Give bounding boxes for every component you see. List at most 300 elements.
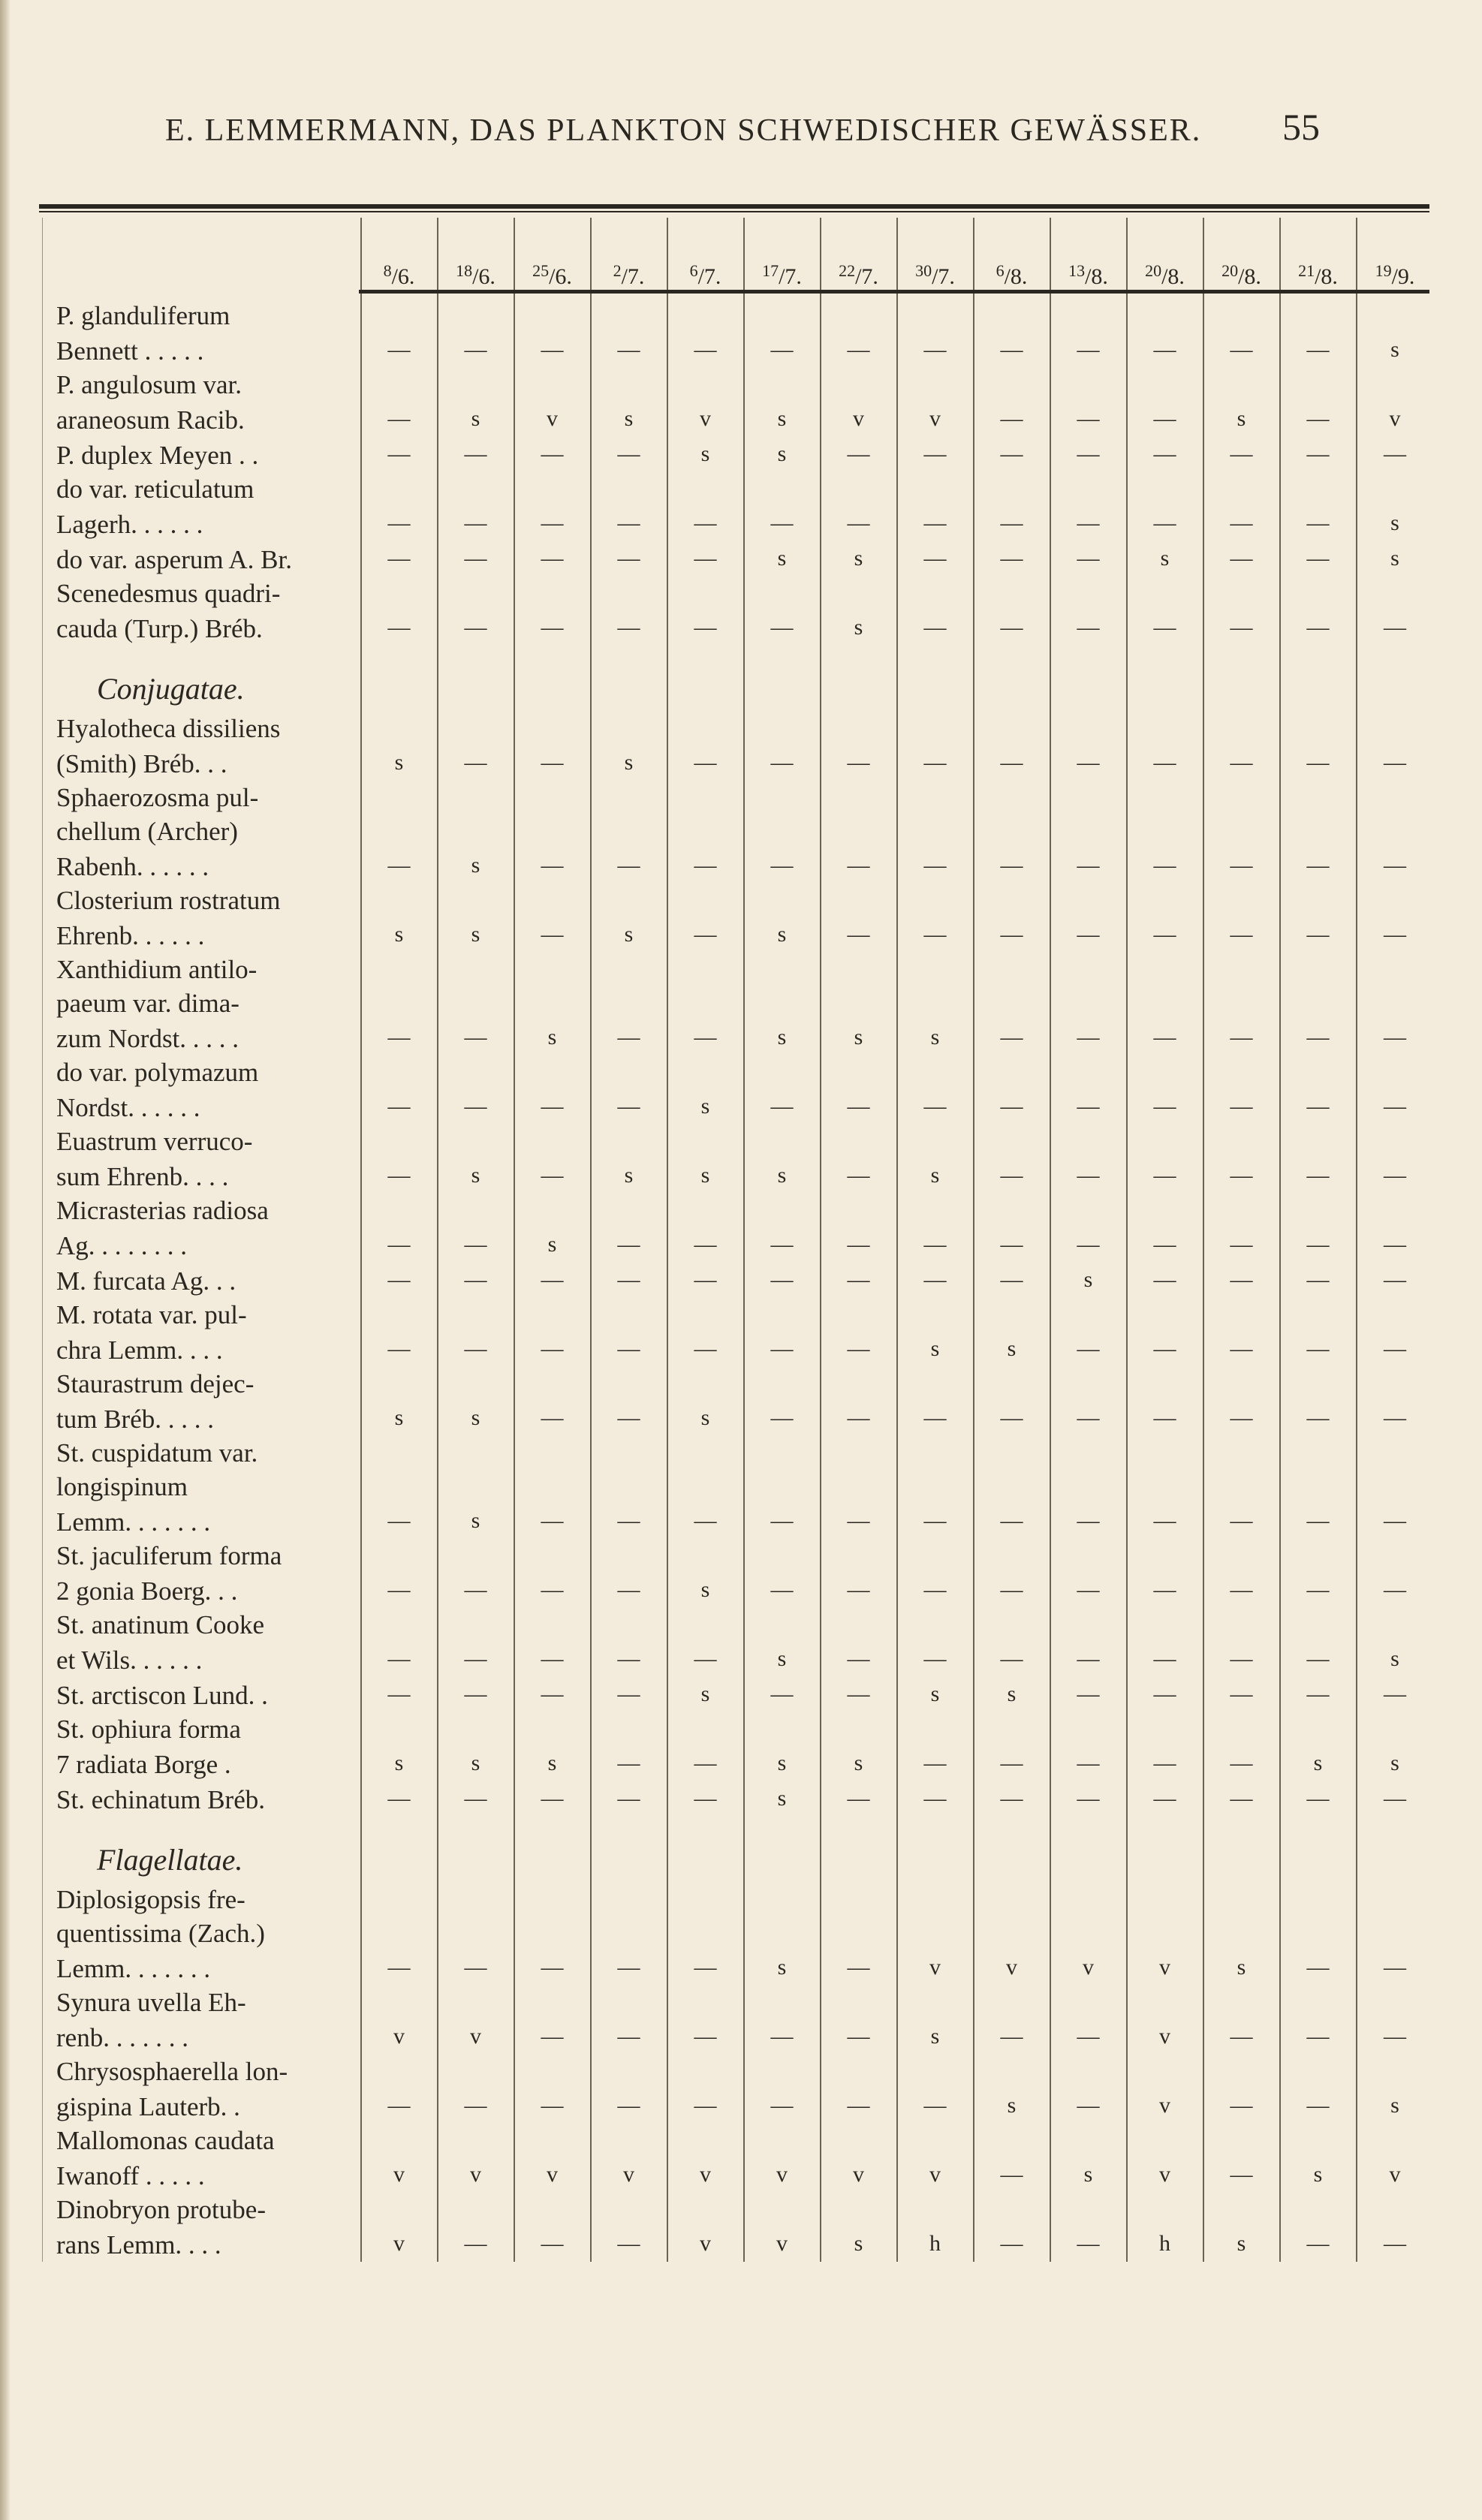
abundance-cell: — (438, 610, 514, 646)
abundance-cell: h (1127, 2226, 1203, 2262)
species-row (43, 1158, 1433, 1194)
abundance-cell: v (744, 2226, 821, 2262)
abundance-cell: — (591, 1263, 667, 1298)
empty-cell (744, 1916, 821, 1950)
abundance-cell: — (1203, 1573, 1280, 1608)
abundance-cell: — (667, 541, 744, 577)
empty-cell (438, 1608, 514, 1642)
abundance-cell: — (438, 745, 514, 781)
empty-cell (974, 577, 1050, 610)
empty-cell (591, 1436, 667, 1470)
empty-cell (1127, 1055, 1203, 1089)
abundance-cell: — (1357, 610, 1433, 646)
empty-cell (438, 368, 514, 402)
abundance-cell: v (821, 402, 897, 437)
species-name-line: rans Lemm. . . . (43, 2226, 361, 2262)
species-name-line: Synura uvella Eh- (43, 1986, 361, 2019)
abundance-cell: — (1280, 1677, 1357, 1712)
empty-cell (744, 1817, 821, 1883)
empty-cell (744, 1367, 821, 1401)
abundance-cell: — (438, 541, 514, 577)
empty-cell (974, 1436, 1050, 1470)
abundance-cell: — (514, 437, 591, 472)
abundance-cell: — (667, 745, 744, 781)
abundance-cell: — (1127, 506, 1203, 541)
abundance-cell: — (1050, 1677, 1127, 1712)
species-name-line: chra Lemm. . . . (43, 1332, 361, 1367)
abundance-cell: — (1357, 1401, 1433, 1436)
empty-cell (514, 781, 591, 814)
abundance-cell: — (897, 1263, 974, 1298)
abundance-cell: s (1357, 1642, 1433, 1677)
abundance-cell: — (438, 506, 514, 541)
abundance-cell: — (1050, 1227, 1127, 1263)
abundance-cell: s (897, 1677, 974, 1712)
date-slash: / (472, 264, 479, 289)
abundance-cell: — (1203, 745, 1280, 781)
abundance-cell: — (1357, 1950, 1433, 1986)
empty-cell (1050, 2124, 1127, 2157)
empty-cell (514, 884, 591, 917)
empty-cell (897, 1817, 974, 1883)
abundance-cell: — (438, 1573, 514, 1608)
empty-cell (1357, 1986, 1433, 2019)
empty-cell (438, 1817, 514, 1883)
abundance-cell: s (514, 1746, 591, 1781)
species-name-line: Sphaerozosma pul- (43, 781, 361, 814)
empty-cell (897, 1055, 974, 1089)
empty-cell (897, 884, 974, 917)
empty-cell (1357, 1125, 1433, 1158)
empty-cell (514, 1916, 591, 1950)
abundance-cell: — (1357, 437, 1433, 472)
abundance-cell: s (514, 1020, 591, 1055)
abundance-cell: s (974, 1332, 1050, 1367)
empty-cell (514, 1883, 591, 1916)
species-row (43, 1781, 1433, 1817)
abundance-cell: — (361, 1573, 438, 1608)
empty-cell (514, 1194, 591, 1227)
species-row-continued (43, 368, 1433, 402)
empty-cell (1280, 2193, 1357, 2226)
abundance-cell: — (1203, 1089, 1280, 1125)
empty-cell (438, 646, 514, 712)
empty-cell (821, 884, 897, 917)
abundance-cell: s (438, 1158, 514, 1194)
abundance-cell: — (514, 1332, 591, 1367)
empty-cell (1280, 1298, 1357, 1332)
abundance-cell: v (1357, 2157, 1433, 2193)
abundance-cell: — (1357, 745, 1433, 781)
abundance-cell: — (1050, 1401, 1127, 1436)
abundance-cell: — (974, 1158, 1050, 1194)
empty-cell (974, 2124, 1050, 2157)
abundance-cell: — (897, 2088, 974, 2124)
empty-cell (361, 1055, 438, 1089)
abundance-cell: — (1127, 1089, 1203, 1125)
abundance-cell: v (361, 2157, 438, 2193)
abundance-cell: — (1280, 1950, 1357, 1986)
abundance-cell: — (1280, 437, 1357, 472)
empty-cell (1127, 646, 1203, 712)
abundance-cell: — (1203, 1677, 1280, 1712)
abundance-cell: — (821, 1401, 897, 1436)
abundance-cell: — (514, 333, 591, 368)
abundance-cell: — (1280, 1227, 1357, 1263)
empty-cell (667, 1125, 744, 1158)
empty-cell (667, 1883, 744, 1916)
empty-cell (1050, 2193, 1127, 2226)
empty-cell (744, 577, 821, 610)
abundance-cell: v (1127, 2088, 1203, 2124)
empty-cell (514, 2193, 591, 2226)
abundance-cell: s (667, 437, 744, 472)
abundance-cell: — (514, 745, 591, 781)
date-month: 7. (703, 264, 721, 289)
empty-cell (591, 953, 667, 986)
empty-cell (591, 1055, 667, 1089)
abundance-cell: — (1357, 1781, 1433, 1817)
empty-cell (744, 1883, 821, 1916)
abundance-cell: — (1127, 1642, 1203, 1677)
abundance-cell: — (1203, 2157, 1280, 2193)
empty-cell (1050, 646, 1127, 712)
abundance-cell: v (974, 1950, 1050, 1986)
abundance-cell: s (514, 1227, 591, 1263)
abundance-cell: — (361, 848, 438, 884)
date-slash: / (697, 264, 704, 289)
species-row (43, 1504, 1433, 1539)
table-body (43, 290, 1433, 2262)
date-month: 7. (861, 264, 878, 289)
empty-cell (1127, 1539, 1203, 1573)
date-month: 6. (555, 264, 572, 289)
abundance-cell: — (821, 1158, 897, 1194)
date-column-header (361, 218, 438, 290)
abundance-cell: — (974, 1401, 1050, 1436)
species-row-continued (43, 1436, 1433, 1470)
empty-cell (514, 646, 591, 712)
empty-cell (1357, 986, 1433, 1020)
species-row (43, 2226, 1433, 2262)
abundance-cell: — (591, 1089, 667, 1125)
species-name-line: chellum (Archer) (43, 814, 361, 848)
abundance-cell: v (897, 402, 974, 437)
abundance-cell: s (1127, 541, 1203, 577)
empty-cell (974, 1055, 1050, 1089)
empty-cell (897, 814, 974, 848)
abundance-cell: — (974, 2019, 1050, 2055)
abundance-cell: — (974, 745, 1050, 781)
empty-cell (591, 299, 667, 333)
empty-cell (667, 814, 744, 848)
top-rule (39, 204, 1429, 209)
empty-cell (438, 814, 514, 848)
empty-cell (821, 1608, 897, 1642)
abundance-cell: — (591, 1332, 667, 1367)
abundance-cell: — (1203, 437, 1280, 472)
species-name-line: tum Bréb. . . . . (43, 1401, 361, 1436)
empty-cell (1280, 1436, 1357, 1470)
abundance-cell: — (897, 1573, 974, 1608)
empty-cell (1050, 1986, 1127, 2019)
date-slash: / (855, 264, 862, 289)
species-row-continued (43, 712, 1433, 745)
species-name-line: Diplosigopsis fre- (43, 1883, 361, 1916)
abundance-cell: — (361, 1263, 438, 1298)
empty-cell (591, 1125, 667, 1158)
empty-cell (821, 2055, 897, 2088)
abundance-cell: — (744, 1089, 821, 1125)
empty-cell (1050, 1817, 1127, 1883)
top-rule-thin (39, 211, 1429, 212)
empty-cell (897, 1712, 974, 1746)
abundance-cell: — (897, 1227, 974, 1263)
abundance-cell: — (667, 1504, 744, 1539)
empty-cell (1203, 1916, 1280, 1950)
empty-cell (1203, 1712, 1280, 1746)
abundance-cell: — (438, 1642, 514, 1677)
abundance-cell: — (361, 1950, 438, 1986)
abundance-cell: s (667, 1677, 744, 1712)
empty-cell (1050, 781, 1127, 814)
empty-cell (514, 368, 591, 402)
abundance-cell: — (667, 1332, 744, 1367)
abundance-cell: — (361, 402, 438, 437)
abundance-cell: — (514, 848, 591, 884)
empty-cell (361, 712, 438, 745)
empty-cell (591, 1916, 667, 1950)
empty-cell (1127, 1817, 1203, 1883)
empty-cell (821, 2124, 897, 2157)
abundance-cell: — (1280, 506, 1357, 541)
empty-cell (667, 577, 744, 610)
abundance-cell: — (1203, 610, 1280, 646)
abundance-cell: s (744, 1158, 821, 1194)
empty-cell (1280, 2055, 1357, 2088)
abundance-cell: — (897, 1781, 974, 1817)
abundance-cell: — (1127, 437, 1203, 472)
abundance-cell: — (897, 1642, 974, 1677)
date-day: 13 (1068, 261, 1086, 280)
empty-cell (1127, 1883, 1203, 1916)
abundance-cell: — (361, 610, 438, 646)
empty-cell (1280, 1470, 1357, 1504)
empty-cell (1127, 712, 1203, 745)
abundance-cell: — (438, 333, 514, 368)
abundance-cell: — (974, 917, 1050, 953)
empty-cell (1280, 953, 1357, 986)
species-row-continued (43, 1055, 1433, 1089)
empty-cell (667, 1817, 744, 1883)
empty-cell (1050, 577, 1127, 610)
empty-cell (1050, 953, 1127, 986)
empty-cell (514, 1986, 591, 2019)
abundance-cell: — (821, 506, 897, 541)
abundance-cell: — (1280, 1781, 1357, 1817)
abundance-cell: — (821, 437, 897, 472)
species-name-line: Bennett . . . . . (43, 333, 361, 368)
abundance-cell: s (1357, 506, 1433, 541)
empty-cell (361, 1539, 438, 1573)
empty-cell (1357, 1712, 1433, 1746)
empty-cell (667, 712, 744, 745)
empty-cell (897, 577, 974, 610)
abundance-cell: — (1357, 1089, 1433, 1125)
date-month: 9. (1397, 264, 1415, 289)
abundance-cell: — (744, 1677, 821, 1712)
abundance-cell: — (1203, 1781, 1280, 1817)
empty-cell (1127, 299, 1203, 333)
abundance-cell: — (1280, 1642, 1357, 1677)
date-day: 30 (915, 261, 932, 280)
abundance-cell: — (1050, 333, 1127, 368)
abundance-cell: s (438, 917, 514, 953)
date-slash: / (1004, 264, 1011, 289)
species-row (43, 1263, 1433, 1298)
empty-cell (821, 1125, 897, 1158)
abundance-cell: — (514, 1263, 591, 1298)
abundance-cell: — (821, 1677, 897, 1712)
species-row (43, 506, 1433, 541)
abundance-cell: — (1203, 1158, 1280, 1194)
abundance-cell: — (974, 610, 1050, 646)
empty-cell (438, 2124, 514, 2157)
abundance-cell: — (361, 541, 438, 577)
empty-cell (897, 299, 974, 333)
empty-cell (438, 781, 514, 814)
date-slash: / (621, 264, 628, 289)
species-row (43, 917, 1433, 953)
species-name-line: cauda (Turp.) Bréb. (43, 610, 361, 646)
abundance-cell: — (974, 1020, 1050, 1055)
abundance-cell: — (361, 506, 438, 541)
empty-cell (438, 1883, 514, 1916)
date-day: 22 (839, 261, 856, 280)
empty-cell (1203, 814, 1280, 848)
empty-cell (821, 1298, 897, 1332)
empty-cell (1050, 1194, 1127, 1227)
abundance-cell: — (1050, 1746, 1127, 1781)
abundance-cell: — (514, 506, 591, 541)
empty-cell (1127, 1986, 1203, 2019)
empty-cell (361, 986, 438, 1020)
empty-cell (438, 472, 514, 506)
date-month: 6. (397, 264, 415, 289)
date-day: 17 (762, 261, 779, 280)
abundance-cell: — (744, 1227, 821, 1263)
abundance-cell: — (1127, 1020, 1203, 1055)
empty-cell (1357, 368, 1433, 402)
species-row (43, 1020, 1433, 1055)
species-row-continued (43, 1883, 1433, 1916)
date-column-header (897, 218, 974, 290)
empty-cell (1050, 1916, 1127, 1950)
empty-cell (667, 953, 744, 986)
abundance-cell: — (361, 1677, 438, 1712)
abundance-cell: — (1050, 848, 1127, 884)
empty-cell (821, 1712, 897, 1746)
species-name-line: St. anatinum Cooke (43, 1608, 361, 1642)
abundance-cell: v (821, 2157, 897, 2193)
species-row-continued (43, 1298, 1433, 1332)
empty-cell (1203, 472, 1280, 506)
empty-cell (821, 1470, 897, 1504)
empty-cell (1280, 712, 1357, 745)
abundance-cell: — (821, 917, 897, 953)
empty-cell (438, 1194, 514, 1227)
empty-cell (1050, 1539, 1127, 1573)
species-name-line: M. rotata var. pul- (43, 1298, 361, 1332)
abundance-cell: — (1357, 848, 1433, 884)
abundance-cell: s (591, 402, 667, 437)
abundance-cell: — (821, 2088, 897, 2124)
date-day: 6 (996, 261, 1005, 280)
species-row (43, 333, 1433, 368)
empty-cell (974, 986, 1050, 1020)
species-row (43, 402, 1433, 437)
empty-cell (974, 781, 1050, 814)
abundance-cell: — (1357, 1504, 1433, 1539)
abundance-cell: — (1203, 2019, 1280, 2055)
abundance-cell: — (591, 2226, 667, 2262)
empty-cell (744, 712, 821, 745)
species-row (43, 2157, 1433, 2193)
species-name-line: St. cuspidatum var. (43, 1436, 361, 1470)
empty-cell (591, 1817, 667, 1883)
abundance-cell: v (1127, 1950, 1203, 1986)
abundance-cell: — (591, 1227, 667, 1263)
date-month: 8. (1167, 264, 1185, 289)
empty-cell (974, 368, 1050, 402)
empty-cell (591, 884, 667, 917)
empty-cell (744, 2055, 821, 2088)
empty-cell (897, 368, 974, 402)
abundance-cell: — (361, 1504, 438, 1539)
empty-cell (821, 1986, 897, 2019)
abundance-cell: — (438, 1227, 514, 1263)
empty-cell (897, 1608, 974, 1642)
plankton-table (42, 218, 1433, 2262)
empty-cell (744, 953, 821, 986)
date-month: 7. (938, 264, 955, 289)
empty-cell (361, 1817, 438, 1883)
abundance-cell: — (974, 437, 1050, 472)
date-month: 7. (785, 264, 802, 289)
abundance-cell: — (1203, 1263, 1280, 1298)
abundance-cell: — (897, 506, 974, 541)
empty-cell (514, 472, 591, 506)
abundance-cell: — (974, 1746, 1050, 1781)
empty-cell (744, 1194, 821, 1227)
empty-cell (1280, 1608, 1357, 1642)
abundance-cell: — (974, 1573, 1050, 1608)
species-name-line: Closterium rostratum (43, 884, 361, 917)
abundance-cell: — (1050, 437, 1127, 472)
abundance-cell: v (361, 2226, 438, 2262)
empty-cell (1280, 368, 1357, 402)
empty-cell (1203, 1539, 1280, 1573)
abundance-cell: s (438, 402, 514, 437)
abundance-cell: — (1127, 848, 1203, 884)
abundance-cell: s (1203, 402, 1280, 437)
empty-cell (591, 577, 667, 610)
date-month: 8. (1321, 264, 1338, 289)
abundance-cell: — (974, 333, 1050, 368)
abundance-cell: — (1280, 2019, 1357, 2055)
species-name-line: Hyalotheca dissiliens (43, 712, 361, 745)
abundance-cell: s (1050, 1263, 1127, 1298)
